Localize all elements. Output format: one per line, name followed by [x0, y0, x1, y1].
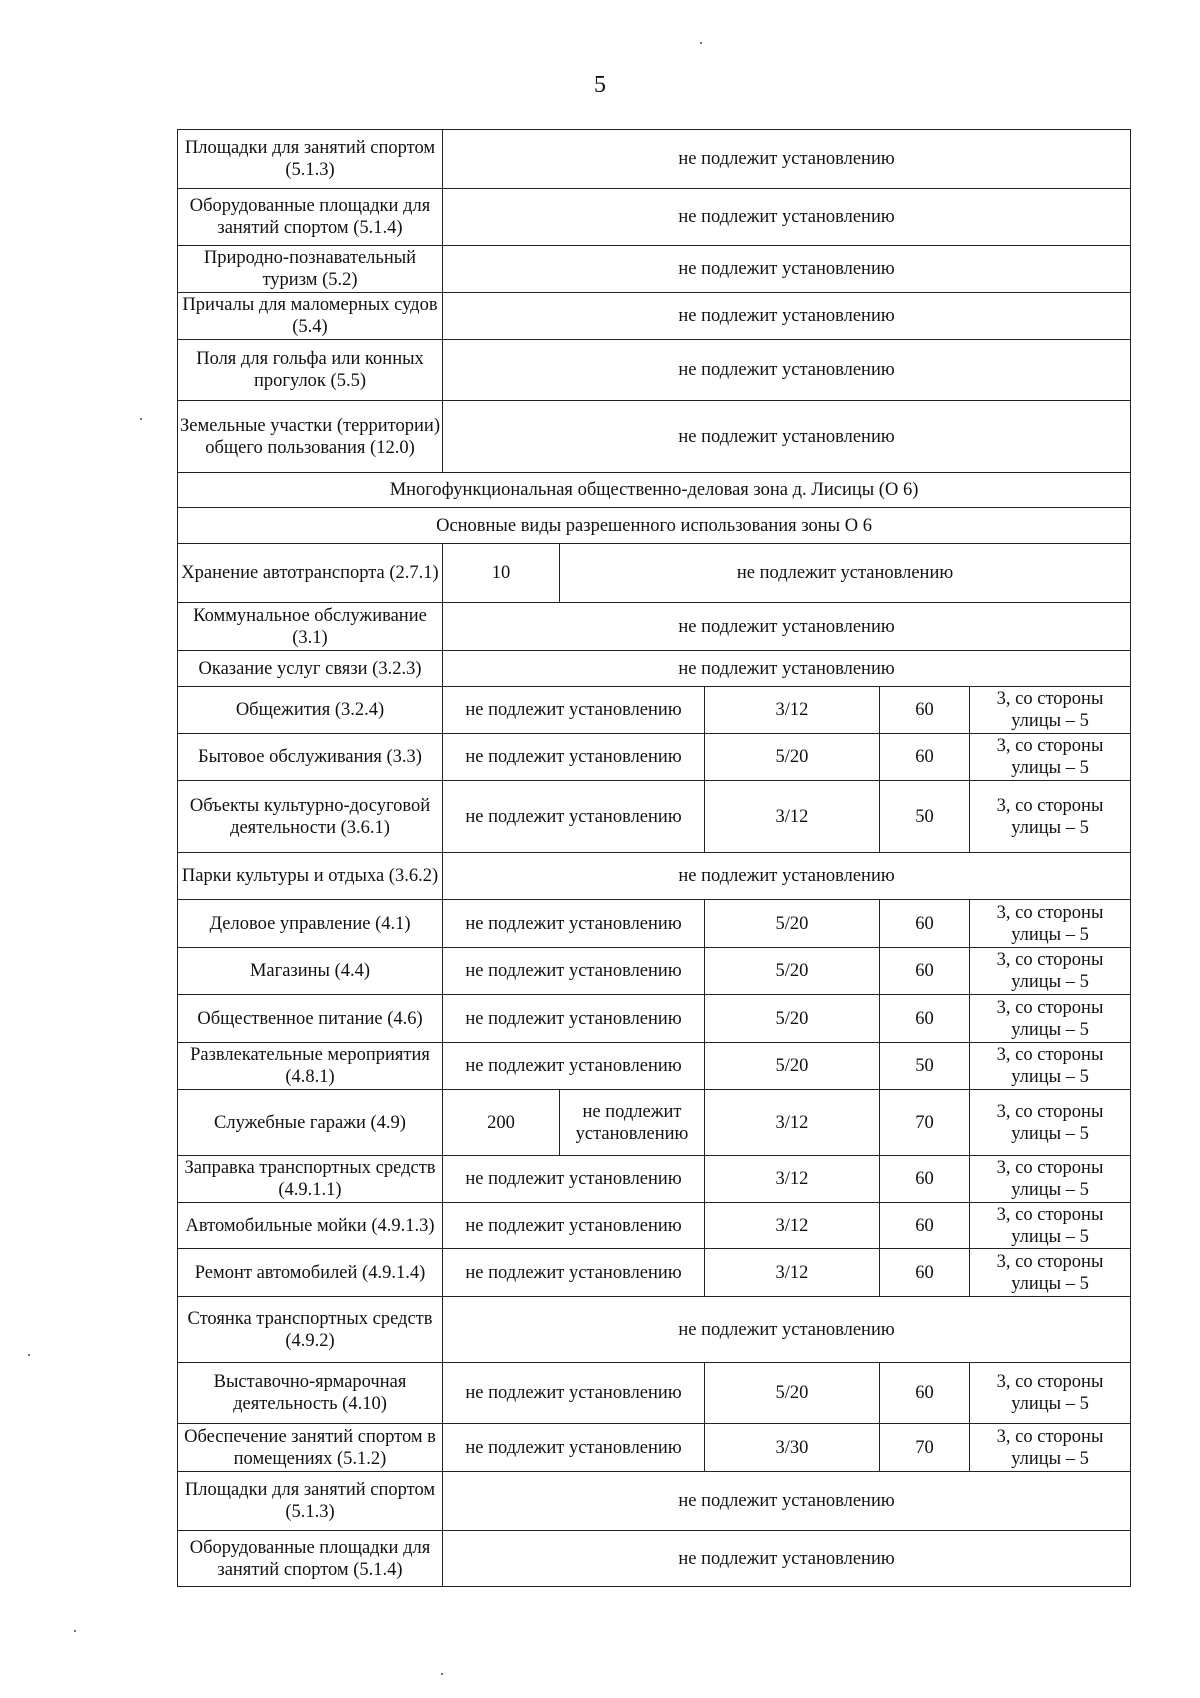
- not-established-cell: не подлежит установлению: [443, 995, 705, 1043]
- setback-cell: [970, 900, 1131, 948]
- table-row: [178, 651, 1131, 687]
- floors-cell: 3/12: [705, 781, 880, 853]
- table-row: [178, 853, 1131, 900]
- scan-speck: [140, 418, 142, 420]
- table-row: [178, 781, 1131, 853]
- not-established-cell: не подлежит установлению: [443, 1297, 1131, 1363]
- table-row: [178, 340, 1131, 401]
- not-established-cell: не подлежит установлению: [443, 246, 1131, 293]
- setback-cell-line: улицы – 5: [1011, 972, 1089, 992]
- coverage-percent-cell: 60: [880, 687, 970, 734]
- setback-cell-line: 3, со стороны: [996, 997, 1104, 1018]
- use-name-cell: Обеспечение занятий спортом в помещениях (5.1.2): [178, 1424, 443, 1472]
- setback-cell-line: улицы – 5: [1011, 1180, 1089, 1200]
- setback-cell: [970, 1156, 1131, 1203]
- not-established-cell: не подлежит установлению: [443, 853, 1131, 900]
- scan-speck: [28, 1354, 30, 1356]
- not-established-cell-line: не подлежит: [582, 1101, 682, 1122]
- use-name-cell: Объекты культурно-досуговой деятельности (3.6.1): [178, 781, 443, 853]
- not-established-cell: не подлежит установлению: [443, 687, 705, 734]
- coverage-percent-cell: 70: [880, 1424, 970, 1472]
- setback-cell: [970, 948, 1131, 995]
- table-row: [178, 189, 1131, 246]
- setback-cell-line: улицы – 5: [1011, 817, 1089, 838]
- table-row: [178, 401, 1131, 473]
- coverage-percent-cell: 60: [880, 1156, 970, 1203]
- table-row: [178, 1531, 1131, 1587]
- coverage-percent-cell: 60: [880, 995, 970, 1043]
- setback-cell: [970, 1203, 1131, 1249]
- use-name-cell: Бытовое обслуживания (3.3): [178, 734, 443, 781]
- setback-cell-line: улицы – 5: [1011, 1226, 1089, 1247]
- setback-cell-line: улицы – 5: [1011, 711, 1089, 731]
- zone-header: Многофункциональная общественно-деловая зона д. Лисицы (О 6): [178, 473, 1131, 508]
- use-name-cell: Земельные участки (территории) общего пользования (12.0): [178, 401, 443, 473]
- not-established-cell: не подлежит установлению: [443, 130, 1131, 189]
- not-established-cell: не подлежит установлению: [443, 900, 705, 948]
- table-row: [178, 1297, 1131, 1363]
- setback-cell-line: улицы – 5: [1011, 758, 1089, 778]
- use-name-cell: Поля для гольфа или конных прогулок (5.5): [178, 340, 443, 401]
- scan-speck: [74, 1630, 76, 1632]
- use-name-cell: Развлекательные мероприятия (4.8.1): [178, 1043, 443, 1090]
- setback-cell-line: 3, со стороны: [996, 1101, 1104, 1122]
- not-established-cell: не подлежит установлению: [443, 1043, 705, 1090]
- setback-cell-line: улицы – 5: [1011, 924, 1089, 945]
- not-established-cell: не подлежит установлению: [443, 603, 1131, 651]
- setback-cell: [970, 995, 1131, 1043]
- floors-cell: 5/20: [705, 1043, 880, 1090]
- not-established-cell: не подлежит установлению: [443, 1363, 705, 1424]
- use-name-cell: Хранение автотранспорта (2.7.1): [178, 544, 443, 603]
- setback-cell-line: улицы – 5: [1011, 1067, 1089, 1087]
- floors-cell: 5/20: [705, 734, 880, 781]
- table-row: [178, 995, 1131, 1043]
- not-established-cell: не подлежит установлению: [443, 293, 1131, 340]
- use-name-cell: Заправка транспортных средств (4.9.1.1): [178, 1156, 443, 1203]
- use-name-cell: Служебные гаражи (4.9): [178, 1090, 443, 1156]
- use-name-cell: Площадки для занятий спортом (5.1.3): [178, 1472, 443, 1531]
- floors-cell: 5/20: [705, 948, 880, 995]
- zoning-regulations-table: [177, 129, 1131, 1587]
- not-established-cell: не подлежит установлению: [443, 1156, 705, 1203]
- table-row: [178, 948, 1131, 995]
- table-row: [178, 1472, 1131, 1531]
- not-established-cell: не подлежит установлению: [443, 781, 705, 853]
- coverage-percent-cell: 60: [880, 1363, 970, 1424]
- table-row: [178, 687, 1131, 734]
- not-established-cell: не подлежит установлению: [443, 340, 1131, 401]
- not-established-cell: [560, 1090, 705, 1156]
- not-established-cell: не подлежит установлению: [560, 544, 1131, 603]
- use-name-cell: Природно-познавательный туризм (5.2): [178, 246, 443, 293]
- use-name-cell: Причалы для маломерных судов (5.4): [178, 293, 443, 340]
- coverage-percent-cell: 50: [880, 781, 970, 853]
- use-name-cell: Деловое управление (4.1): [178, 900, 443, 948]
- not-established-cell: не подлежит установлению: [443, 651, 1131, 687]
- table-row: [178, 734, 1131, 781]
- setback-cell-line: улицы – 5: [1011, 1019, 1089, 1040]
- not-established-cell: не подлежит установлению: [443, 401, 1131, 473]
- coverage-percent-cell: 60: [880, 948, 970, 995]
- floors-cell: 5/20: [705, 1363, 880, 1424]
- not-established-cell: не подлежит установлению: [443, 734, 705, 781]
- use-name-cell: Парки культуры и отдыха (3.6.2): [178, 853, 443, 900]
- table-row: [178, 246, 1131, 293]
- setback-cell-line: 3, со стороны: [996, 950, 1104, 970]
- page-number: 5: [594, 72, 606, 98]
- use-name-cell: Общественное питание (4.6): [178, 995, 443, 1043]
- table-row: [178, 508, 1131, 544]
- not-established-cell: не подлежит установлению: [443, 948, 705, 995]
- setback-cell-line: улицы – 5: [1011, 1394, 1089, 1414]
- zone-header: Основные виды разрешенного использования зоны О 6: [178, 508, 1131, 544]
- setback-cell: [970, 781, 1131, 853]
- not-established-cell: не подлежит установлению: [443, 1249, 705, 1297]
- use-name-cell: Оборудованные площадки для занятий спортом (5.1.4): [178, 189, 443, 246]
- setback-cell: [970, 1424, 1131, 1472]
- floors-cell: 3/12: [705, 687, 880, 734]
- coverage-percent-cell: 60: [880, 900, 970, 948]
- table-row: [178, 1090, 1131, 1156]
- floors-cell: 5/20: [705, 900, 880, 948]
- table-row: [178, 900, 1131, 948]
- use-name-cell: Общежития (3.2.4): [178, 687, 443, 734]
- scan-speck: [441, 1673, 443, 1675]
- table-row: [178, 544, 1131, 603]
- setback-cell-line: 3, со стороны: [996, 689, 1104, 709]
- setback-cell-line: улицы – 5: [1011, 1273, 1089, 1294]
- setback-cell-line: 3, со стороны: [996, 795, 1104, 816]
- setback-cell-line: 3, со стороны: [996, 1372, 1104, 1392]
- use-name-cell: Ремонт автомобилей (4.9.1.4): [178, 1249, 443, 1297]
- use-name-cell: Магазины (4.4): [178, 948, 443, 995]
- use-name-cell: Стоянка транспортных средств (4.9.2): [178, 1297, 443, 1363]
- coverage-percent-cell: 60: [880, 734, 970, 781]
- area-value-cell: 200: [443, 1090, 560, 1156]
- setback-cell-line: 3, со стороны: [996, 736, 1104, 756]
- not-established-cell: не подлежит установлению: [443, 1203, 705, 1249]
- setback-cell: [970, 1090, 1131, 1156]
- coverage-percent-cell: 60: [880, 1203, 970, 1249]
- not-established-cell: не подлежит установлению: [443, 1531, 1131, 1587]
- floors-cell: 3/12: [705, 1249, 880, 1297]
- setback-cell-line: улицы – 5: [1011, 1123, 1089, 1144]
- table-row: [178, 130, 1131, 189]
- floors-cell: 3/12: [705, 1156, 880, 1203]
- setback-cell-line: 3, со стороны: [996, 1204, 1104, 1225]
- setback-cell-line: 3, со стороны: [996, 1251, 1104, 1272]
- table-row: [178, 1043, 1131, 1090]
- table-row: [178, 1249, 1131, 1297]
- not-established-cell: не подлежит установлению: [443, 1424, 705, 1472]
- setback-cell-line: 3, со стороны: [996, 1045, 1104, 1065]
- coverage-percent-cell: 50: [880, 1043, 970, 1090]
- coverage-percent-cell: 60: [880, 1249, 970, 1297]
- use-name-cell: Оказание услуг связи (3.2.3): [178, 651, 443, 687]
- use-name-cell: Выставочно-ярмарочная деятельность (4.10): [178, 1363, 443, 1424]
- table-row: [178, 1203, 1131, 1249]
- setback-cell: [970, 687, 1131, 734]
- setback-cell-line: улицы – 5: [1011, 1448, 1089, 1469]
- use-name-cell: Площадки для занятий спортом (5.1.3): [178, 130, 443, 189]
- setback-cell: [970, 734, 1131, 781]
- scan-speck: [700, 42, 702, 44]
- floors-cell: 3/30: [705, 1424, 880, 1472]
- use-name-cell: Автомобильные мойки (4.9.1.3): [178, 1203, 443, 1249]
- table-row: [178, 473, 1131, 508]
- setback-cell: [970, 1363, 1131, 1424]
- floors-cell: 3/12: [705, 1090, 880, 1156]
- use-name-cell: Коммунальное обслуживание (3.1): [178, 603, 443, 651]
- table-row: [178, 1424, 1131, 1472]
- coverage-percent-cell: 70: [880, 1090, 970, 1156]
- setback-cell: [970, 1249, 1131, 1297]
- not-established-cell-line: установлению: [575, 1123, 689, 1144]
- not-established-cell: не подлежит установлению: [443, 189, 1131, 246]
- table-row: [178, 603, 1131, 651]
- setback-cell-line: 3, со стороны: [996, 1158, 1104, 1178]
- table-row: [178, 1156, 1131, 1203]
- table-row: [178, 1363, 1131, 1424]
- table-row: [178, 293, 1131, 340]
- not-established-cell: не подлежит установлению: [443, 1472, 1131, 1531]
- use-name-cell: Оборудованные площадки для занятий спортом (5.1.4): [178, 1531, 443, 1587]
- setback-cell-line: 3, со стороны: [996, 1426, 1104, 1447]
- setback-cell-line: 3, со стороны: [996, 902, 1104, 923]
- floors-cell: 3/12: [705, 1203, 880, 1249]
- area-value-cell: 10: [443, 544, 560, 603]
- floors-cell: 5/20: [705, 995, 880, 1043]
- setback-cell: [970, 1043, 1131, 1090]
